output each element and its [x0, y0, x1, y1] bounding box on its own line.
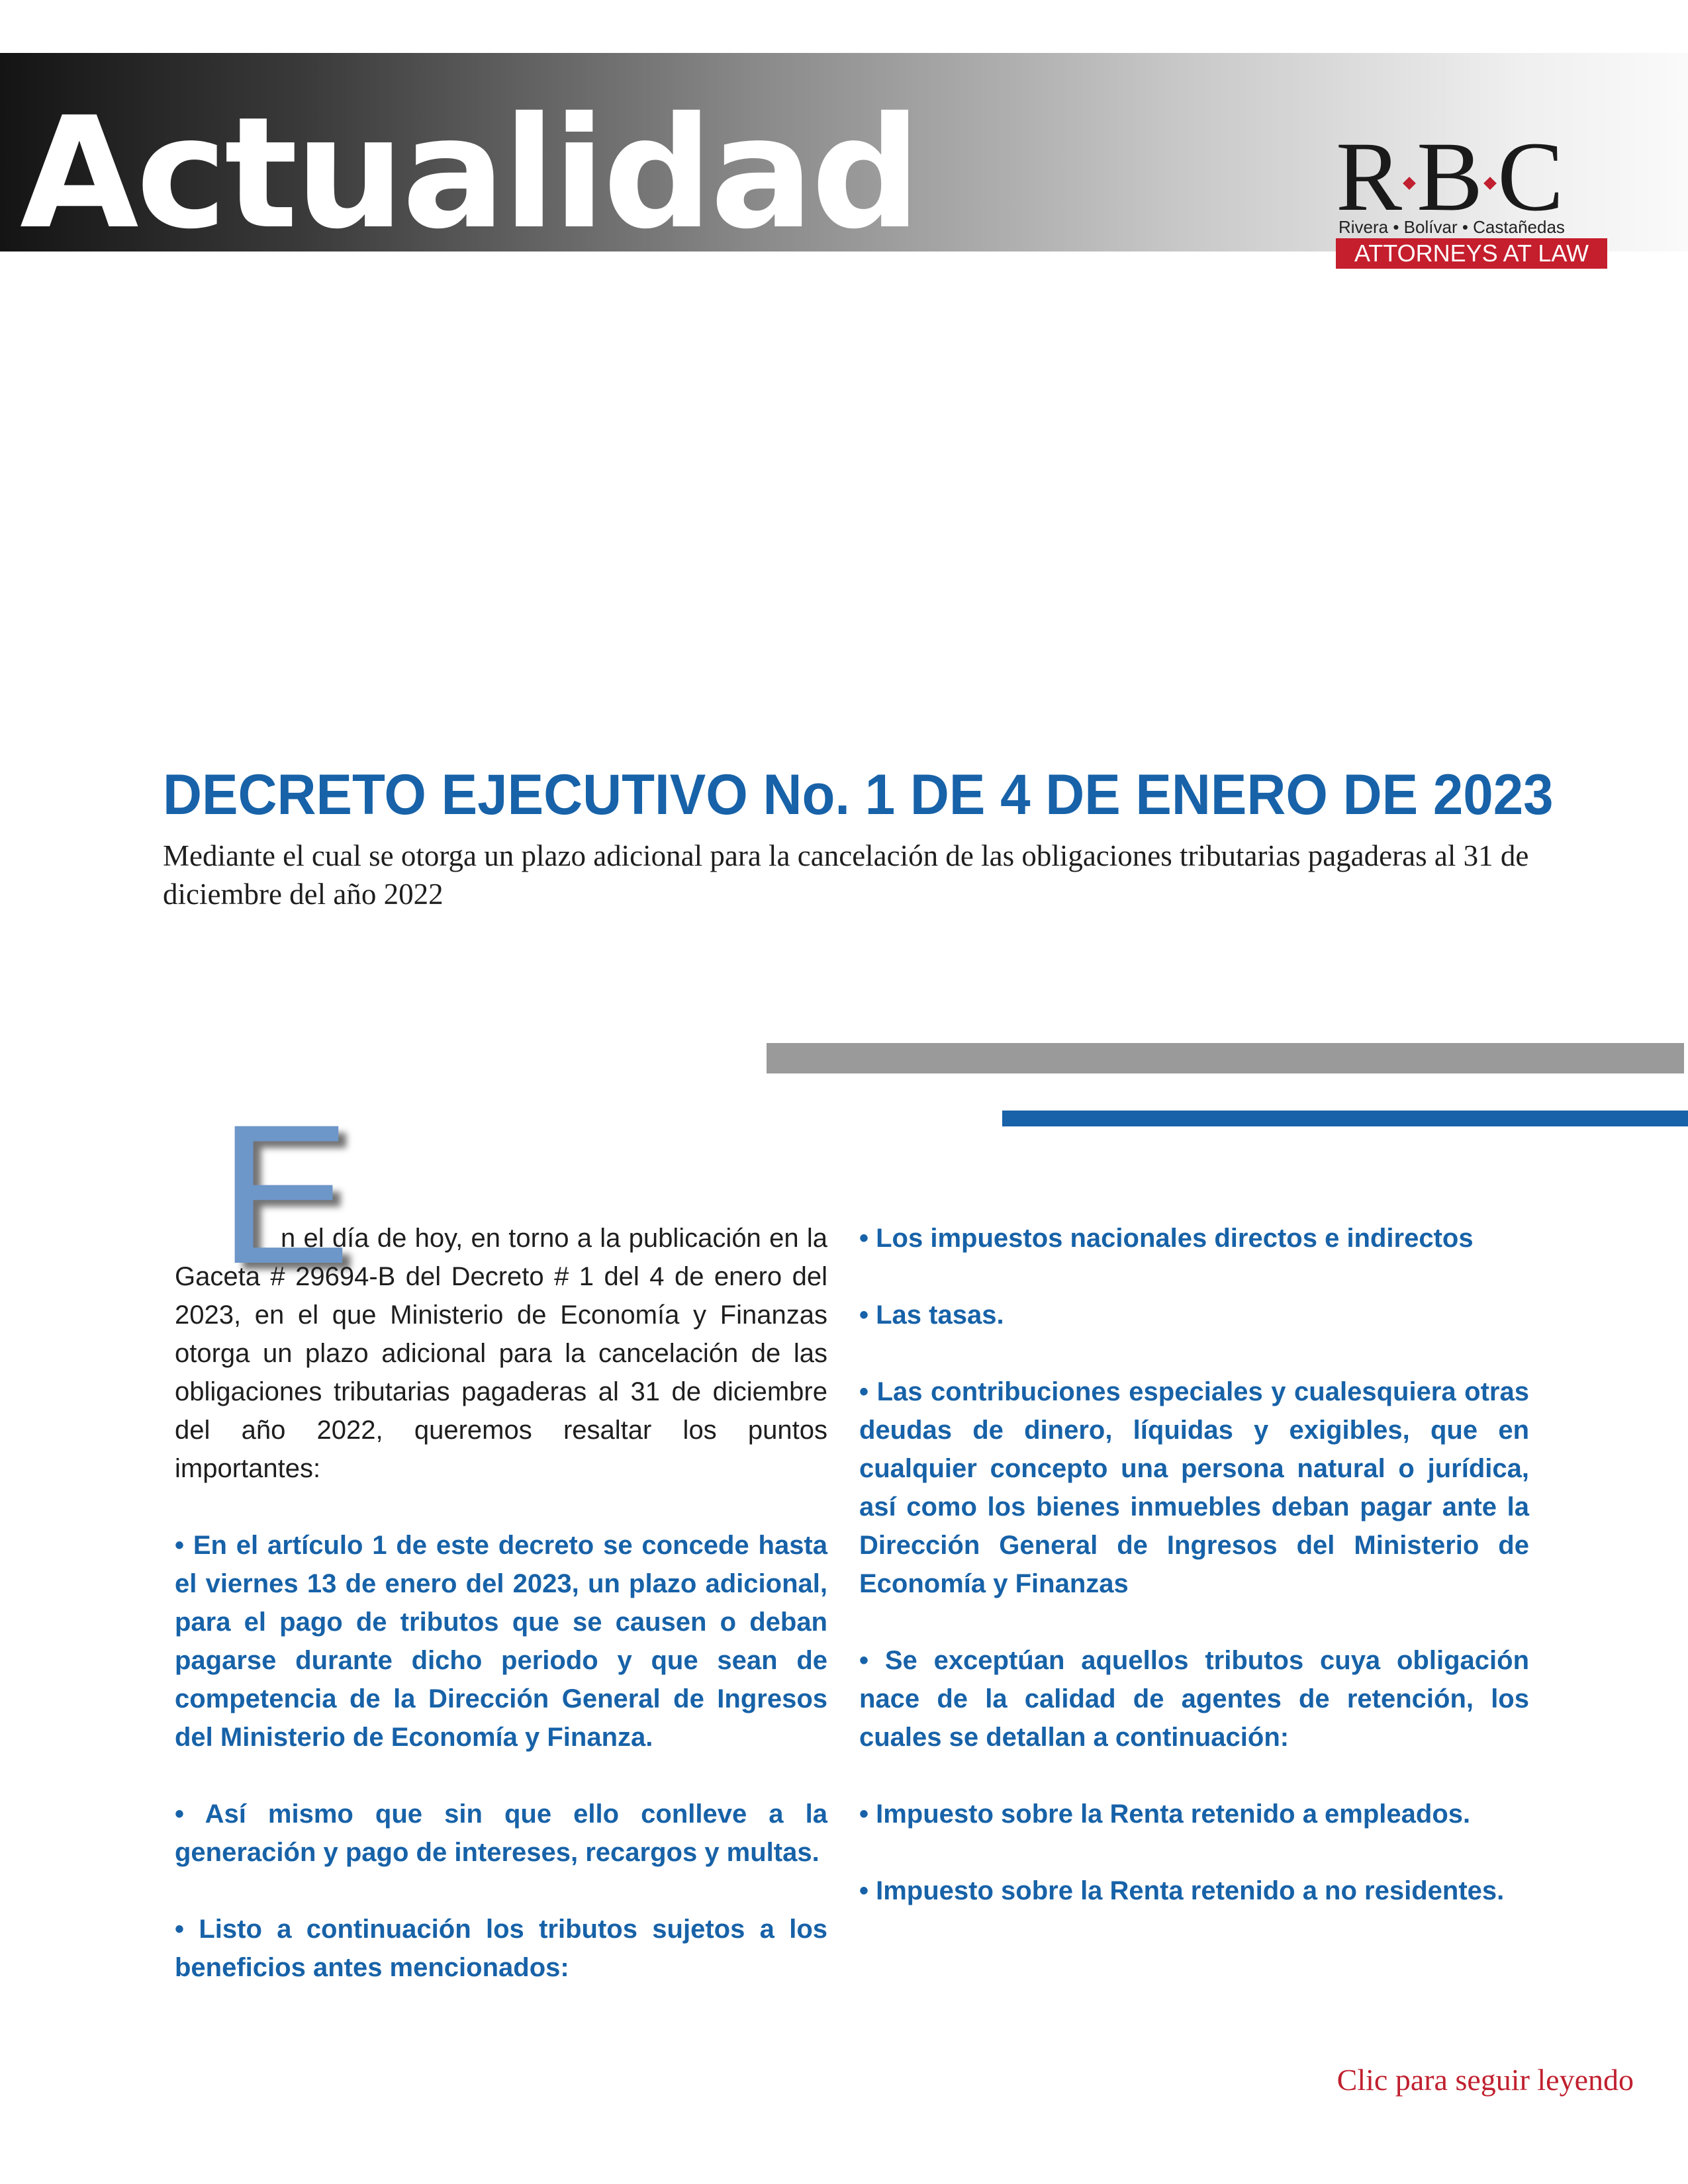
banner-title: Actualidad: [20, 84, 919, 263]
gray-divider-bar: [767, 1043, 1684, 1073]
intro-text: n el día de hoy, en torno a la publicación en la Gaceta # 29694-B del Decreto # 1 del 4 de enero del 2023, en el que Ministerio de Economía y Finanzas otorga un plazo adicional para la cancelación de las obligaciones tributarias pagaderas al 31 de diciembre del año 2022, queremos resaltar los puntos importantes:: [175, 1224, 827, 1483]
logo-letter-b: B: [1417, 122, 1483, 232]
right-point-4: • Se exceptúan aquellos tributos cuya obligación nace de la calidad de agentes de retención, los cuales se detallan a continuación:: [859, 1646, 1529, 1752]
right-point-5: • Impuesto sobre la Renta retenido a empleados.: [859, 1799, 1471, 1829]
header-banner: [0, 53, 1688, 267]
rbc-logo: [1336, 122, 1607, 269]
logo-firm-names: Rivera • Bolívar • Castañedas: [1338, 217, 1565, 237]
left-point-3: • Listo a continuación los tributos sujetos a los beneficios antes mencionados:: [175, 1915, 827, 1982]
left-column: [175, 1219, 827, 1987]
right-point-2: • Las tasas.: [859, 1300, 1004, 1330]
right-column: [859, 1219, 1529, 1910]
blue-divider-bar: [1002, 1111, 1688, 1126]
diamond-icon: [1483, 177, 1497, 190]
left-point-2: • Así mismo que sin que ello conlleve a la generación y pago de intereses, recargos y multas.: [175, 1799, 827, 1867]
logo-tagline: ATTORNEYS AT LAW: [1336, 238, 1607, 269]
drop-cap: E: [218, 1083, 352, 1305]
right-point-1: • Los impuestos nacionales directos e indirectos: [859, 1224, 1474, 1253]
article-subtitle: Mediante el cual se otorga un plazo adicional para la cancelación de las obligaciones tributarias pagaderas al 31 de diciembre del año 2022: [163, 839, 1529, 911]
continue-reading-link[interactable]: Clic para seguir leyendo: [1336, 2063, 1634, 2097]
right-point-3: • Las contribuciones especiales y cualesquiera otras deudas de dinero, líquidas y exigibles, que en cualquier concepto una persona natural o jurídica, así como los bienes inmuebles deban pagar ante la Dirección General de Ingresos del Ministerio de Economía y Finanzas: [859, 1377, 1529, 1598]
article-title: DECRETO EJECUTIVO No. 1 DE 4 DE ENERO DE 2023: [163, 763, 1554, 827]
logo-letter-c: C: [1497, 122, 1564, 232]
logo-letter-r: R: [1336, 122, 1403, 232]
right-point-6: • Impuesto sobre la Renta retenido a no residentes.: [859, 1876, 1505, 1905]
intro-paragraph: [175, 1219, 827, 1488]
diamond-icon: [1403, 177, 1416, 190]
left-point-1: • En el artículo 1 de este decreto se concede hasta el viernes 13 de enero del 2023, un plazo adicional, para el pago de tributos que se causen o deban pagarse durante dicho periodo y que sean de competencia de la Dirección General de Ingresos del Ministerio de Economía y Finanza.: [175, 1531, 827, 1752]
